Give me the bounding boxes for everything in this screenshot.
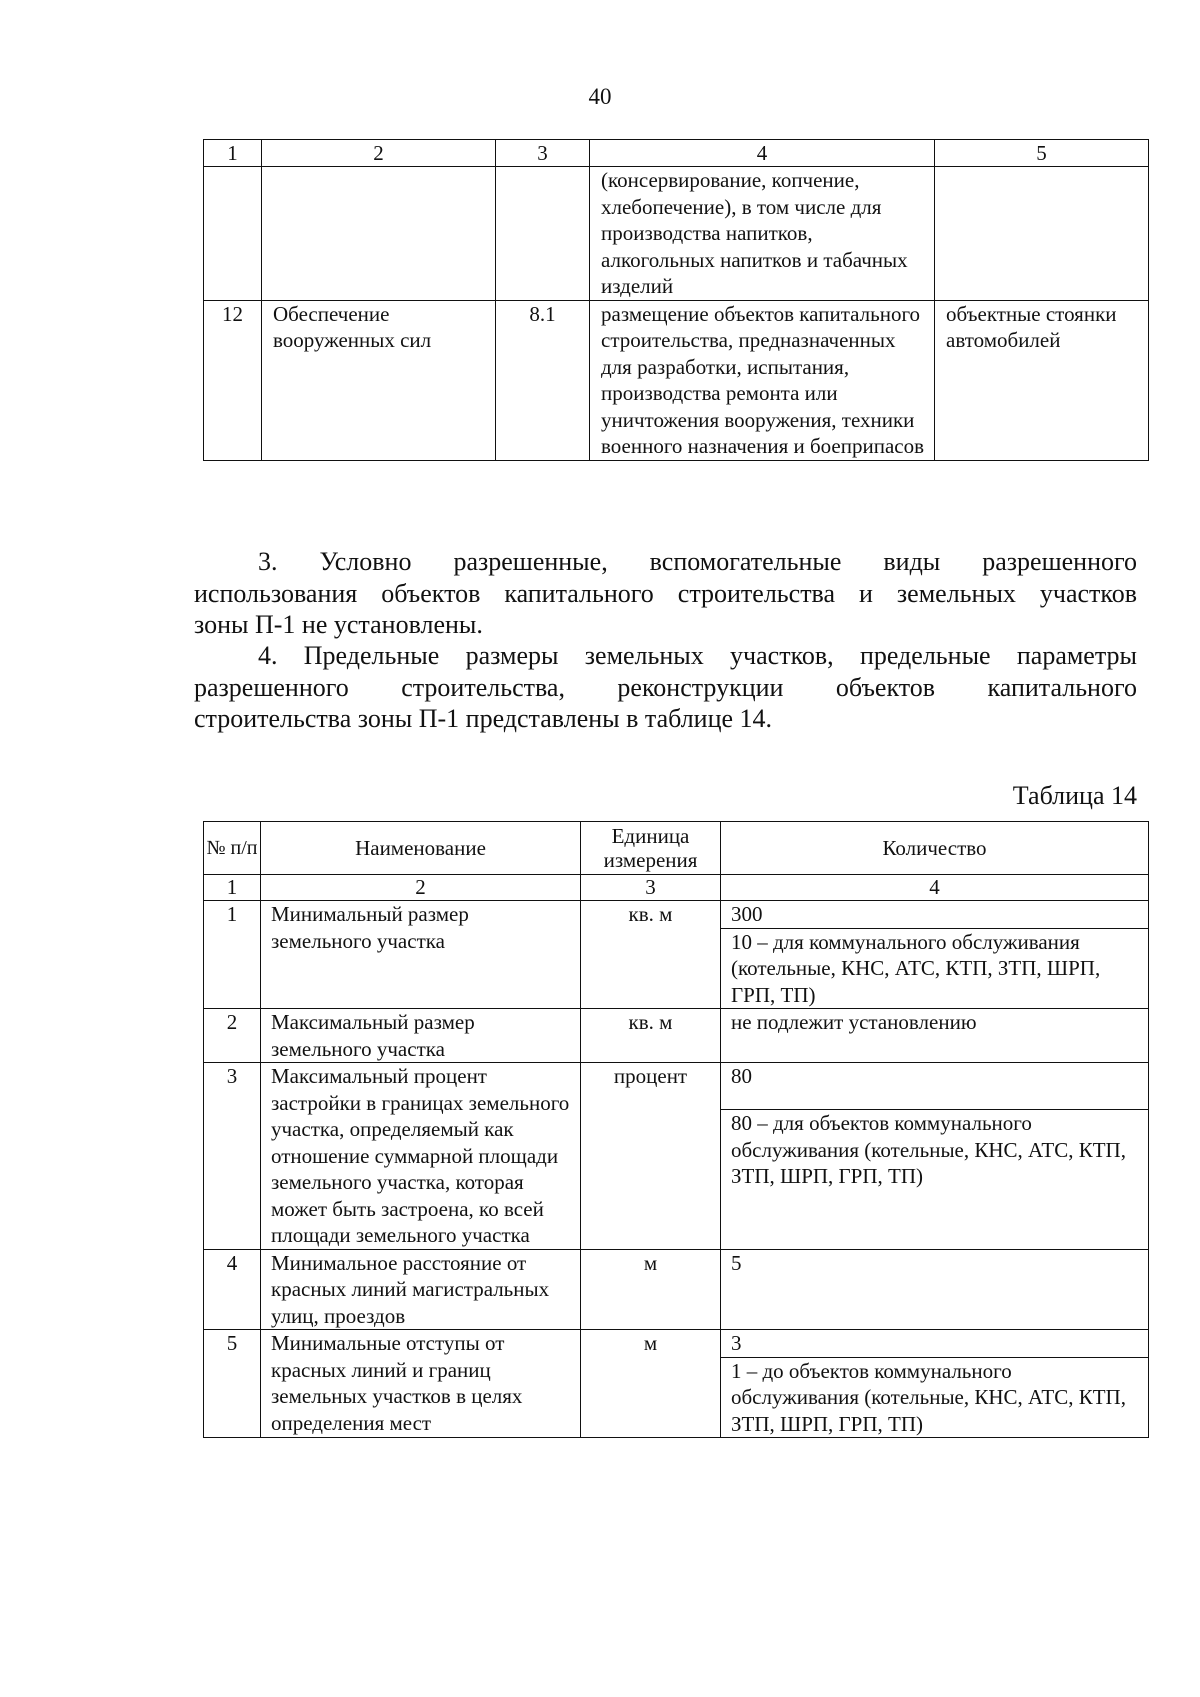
param-name: Максимальный процент застройки в границах земельного участка, определяемый как отношение суммарной площади земельного участка, которая может быть застроена, ко всей площади земельного участка bbox=[261, 1063, 581, 1250]
use-code: 8.1 bbox=[496, 300, 590, 460]
table-row bbox=[204, 167, 1149, 301]
row-number: 2 bbox=[204, 1009, 261, 1063]
table-row bbox=[204, 1009, 1149, 1063]
param-value: 80 – для объектов коммунального обслуживания (котельные, КНС, АТС, КТП, ЗТП, ШРП, ГРП, ТП) bbox=[721, 1110, 1149, 1249]
param-unit: м bbox=[581, 1249, 721, 1330]
use-name: Обеспечение вооруженных сил bbox=[262, 300, 496, 460]
land-use-table bbox=[203, 139, 1149, 461]
header-unit: Единица измерения bbox=[581, 822, 721, 875]
table-header-row bbox=[204, 140, 1149, 167]
paragraph-3: 3. Условно разрешенные, вспомогательные виды разрешенного использования объектов капитального строительства и земельных участков зоны П-1 не установлены. bbox=[194, 547, 1137, 639]
param-value: 3 bbox=[721, 1330, 1149, 1358]
header-name: Наименование bbox=[261, 822, 581, 875]
row-number: 1 bbox=[204, 901, 261, 1009]
param-unit: м bbox=[581, 1330, 721, 1438]
table-row bbox=[204, 300, 1149, 460]
paragraph-4: 4. Предельные размеры земельных участков, предельные параметры разрешенного строительства, реконструкции объектов капитального строительства зоны П-1 представлены в таблице 14. bbox=[194, 641, 1137, 733]
row-number: 3 bbox=[204, 1063, 261, 1250]
table-row bbox=[204, 1249, 1149, 1330]
table-row bbox=[204, 1330, 1149, 1358]
param-value: не подлежит установлению bbox=[721, 1009, 1149, 1063]
header-qty: Количество bbox=[721, 822, 1149, 875]
table-14 bbox=[203, 821, 1149, 1438]
param-name: Максимальный размер земельного участка bbox=[261, 1009, 581, 1063]
row-number: 4 bbox=[204, 1249, 261, 1330]
header-cell: 1 bbox=[204, 140, 262, 167]
row-number: 5 bbox=[204, 1330, 261, 1438]
param-unit: процент bbox=[581, 1063, 721, 1250]
param-value: 80 bbox=[721, 1063, 1149, 1110]
param-value: 10 – для коммунального обслуживания (котельные, КНС, АТС, КТП, ЗТП, ШРП, ГРП, ТП) bbox=[721, 928, 1149, 1009]
param-value: 5 bbox=[721, 1249, 1149, 1330]
use-description: размещение объектов капитального строительства, предназначенных для разработки, испытания, производства ремонта или уничтожения вооружения, техники военного назначения и боеприпасов bbox=[590, 300, 935, 460]
header-cell: 2 bbox=[262, 140, 496, 167]
use-description: (консервирование, копчение, хлебопечение), в том числе для производства напитков, алкогольных напитков и табачных изделий bbox=[590, 167, 935, 301]
column-number-row: 1 2 3 4 bbox=[204, 875, 1149, 901]
header-cell: 5 bbox=[935, 140, 1149, 167]
param-value: 1 – до объектов коммунального обслуживания (котельные, КНС, АТС, КТП, ЗТП, ШРП, ГРП, ТП) bbox=[721, 1357, 1149, 1438]
param-value: 300 bbox=[721, 901, 1149, 929]
table-header-row bbox=[204, 822, 1149, 875]
page-number: 40 bbox=[588, 84, 612, 109]
header-cell: 4 bbox=[590, 140, 935, 167]
param-name: Минимальные отступы от красных линий и границ земельных участков в целях определения мест bbox=[261, 1330, 581, 1438]
table-caption: Таблица 14 bbox=[1012, 781, 1137, 810]
row-number: 12 bbox=[204, 300, 262, 460]
header-cell: 3 bbox=[496, 140, 590, 167]
table-row bbox=[204, 1063, 1149, 1110]
table-row bbox=[204, 901, 1149, 929]
param-name: Минимальный размер земельного участка bbox=[261, 901, 581, 1009]
param-name: Минимальное расстояние от красных линий магистральных улиц, проездов bbox=[261, 1249, 581, 1330]
auxiliary-use: объектные стоянки автомобилей bbox=[935, 300, 1149, 460]
header-num: № п/п bbox=[204, 822, 261, 875]
param-unit: кв. м bbox=[581, 1009, 721, 1063]
param-unit: кв. м bbox=[581, 901, 721, 1009]
